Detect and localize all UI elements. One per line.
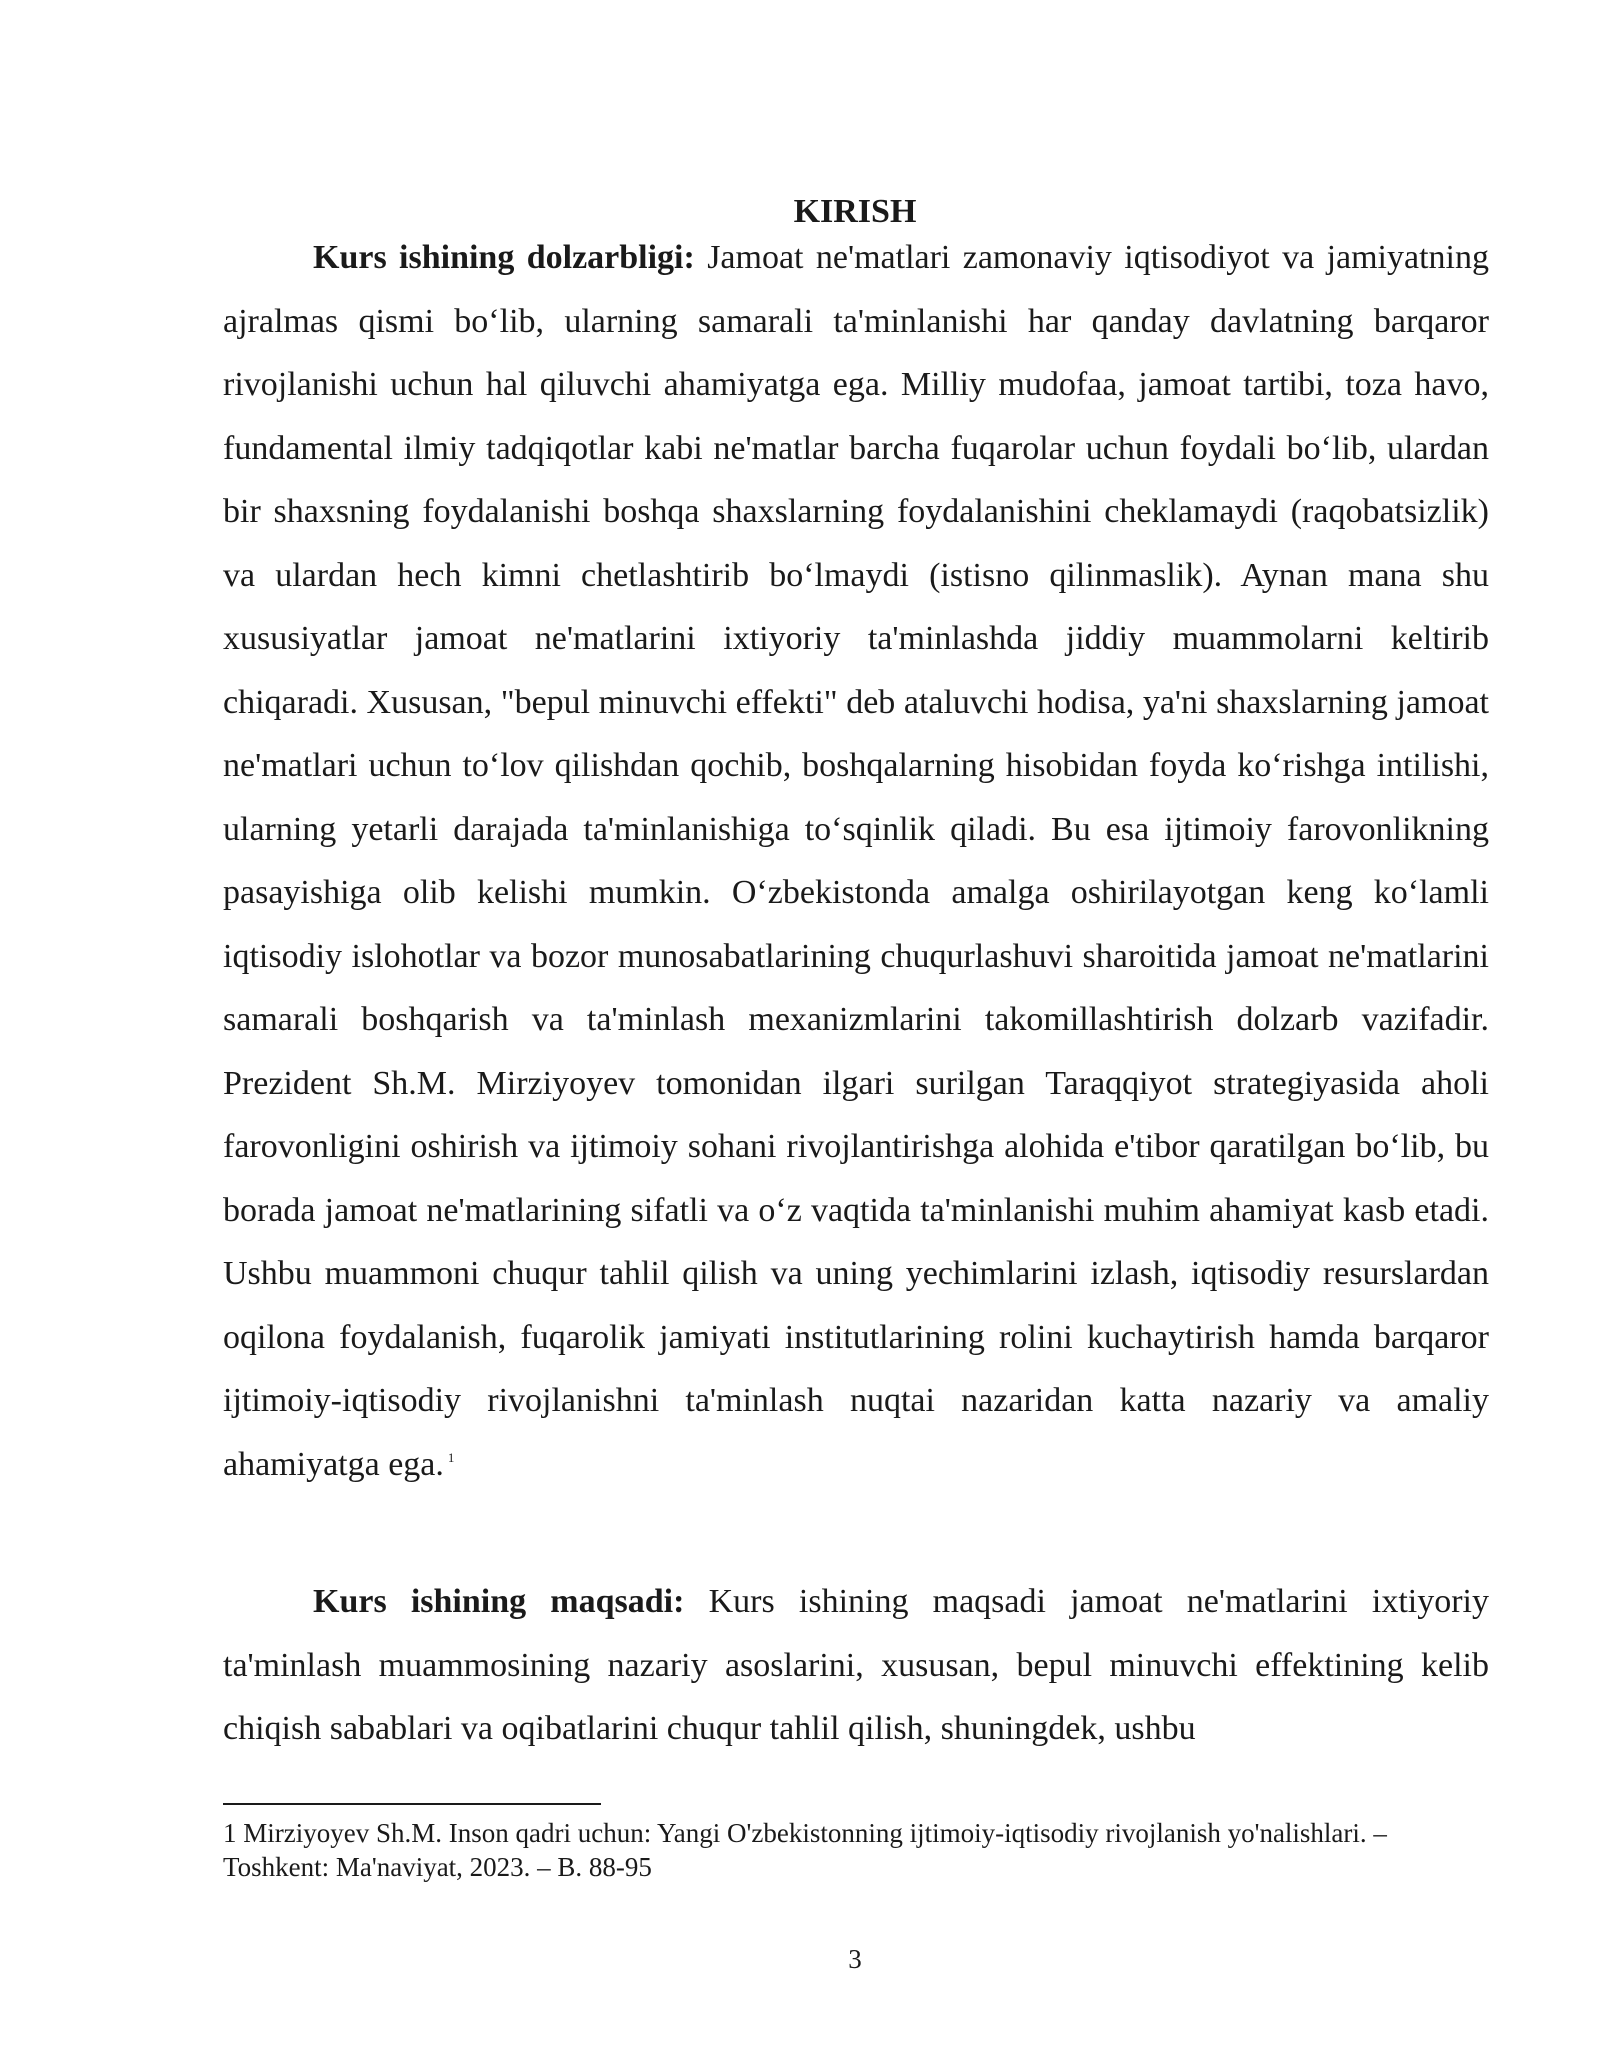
paragraph-text-relevance: Jamoat ne'matlari zamonaviy iqtisodiyot va jamiyatning ajralmas qismi bo‘lib, ularning samarali ta'minlanishi har qanday davlatning barqaror rivojlanishi uchun hal qiluvchi ahamiyatga ega. Milliy mudofaa, jamoat tartibi, toza havo, fundamental ilmiy tadqiqotlar kabi ne'matlar barcha fuqarolar uchun foydali bo‘lib, ulardan bir shaxsning foydalanishi boshqa shaxslarning foydalanishini cheklamaydi (raqobatsizlik) va ulardan hech kimni chetlashtirib bo‘lmaydi (istisno qilinmaslik). Aynan mana shu xususiyatlar jamoat ne'matlarini ixtiyoriy ta'minlashda jiddiy muammolarni keltirib chiqaradi. Xususan, "bepul minuvchi effekti" deb ataluvchi hodisa, ya'ni shaxslarning jamoat ne'matlari uchun to‘lov qilishdan qochib, boshqalarning hisobidan foyda ko‘rishga intilishi, ularning yetarli darajada ta'minlanishiga to‘sqinlik qiladi. Bu esa ijtimoiy farovonlikning pasayishiga olib kelishi mumkin. O‘zbekistonda amalga oshirilayotgan keng ko‘lamli iqtisodiy islohotlar va bozor munosabatlarining chuqurlashuvi sharoitida jamoat ne'matlarini samarali boshqarish va ta'minlash mexanizmlarini takomillashtirish dolzarb vazifadir. Prezident Sh.M. Mirziyoyev tomonidan ilgari surilgan Taraqqiyot strategiyasida aholi farovonligini oshirish va ijtimoiy sohani rivojlantirishga alohida e'tibor qaratilgan bo‘lib, bu borada jamoat ne'matlarining sifatli va o‘z vaqtida ta'minlanishi muhim ahamiyat kasb etadi. Ushbu muammoni chuqur tahlil qilish va uning yechimlarini izlash, iqtisodiy resurslardan oqilona foydalanish, fuqarolik jamiyati institutlarining rolini kuchaytirish hamda barqaror ijtimoiy-iqtisodiy rivojlanishni ta'minlash nuqtai nazaridan katta nazariy va amaliy ahamiyatga ega. (223, 239, 1489, 1483)
footnote-reference[interactable]: 1 (447, 1450, 455, 1466)
paragraph-lead-relevance: Kurs ishining dolzarbligi: (313, 239, 695, 276)
footnote-divider (223, 1803, 601, 1805)
footnote-text: 1 Mirziyoyev Sh.M. Inson qadri uchun: Yangi O'zbekistonning ijtimoiy-iqtisodiy rivojlanish yo'nalishlari. – Toshkent: Ma'naviyat, 2023. – B. 88-95 (223, 1818, 1387, 1882)
paragraph-goal (223, 1570, 1489, 1761)
paragraph-lead-goal: Kurs ishining maqsadi: (313, 1583, 685, 1620)
section-title: KIRISH (793, 193, 917, 230)
paragraph-text-goal: Kurs ishining maqsadi jamoat ne'matlarini ixtiyoriy ta'minlash muammosining nazariy asoslarini, xususan, bepul minuvchi effektining kelib chiqish sabablari va oqibatlarini chuqur tahlil qilish, shuningdek, ushbu (223, 1583, 1489, 1747)
paragraph-relevance (223, 226, 1489, 1496)
page-number: 3 (848, 1944, 862, 1974)
